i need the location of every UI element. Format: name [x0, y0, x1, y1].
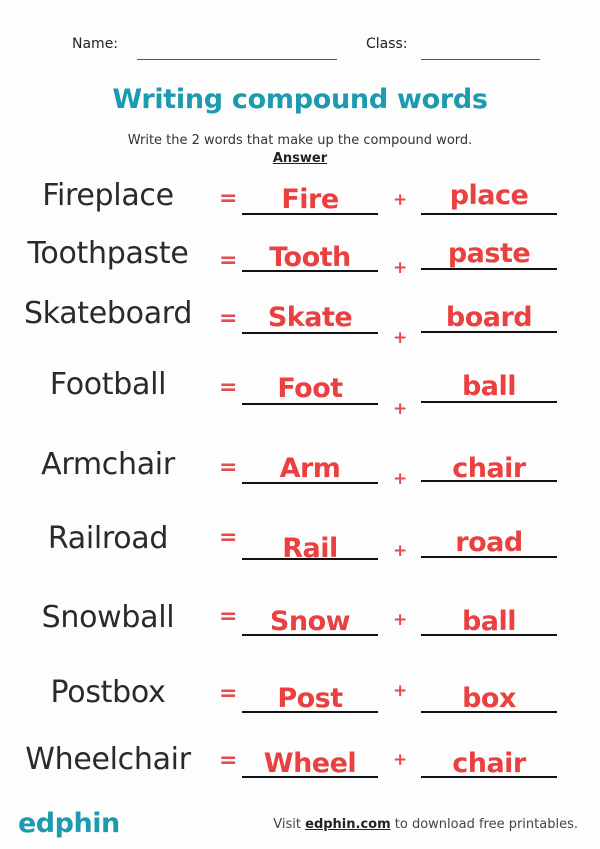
answer-part-2: paste — [447, 238, 531, 269]
answer-part-2: chair — [452, 748, 526, 779]
answer-line-2 — [421, 480, 557, 482]
plus-sign: + — [393, 190, 408, 210]
answer-line-2 — [421, 634, 557, 636]
plus-sign: + — [393, 258, 408, 278]
plus-sign: + — [393, 399, 408, 419]
answer-line-1 — [242, 482, 378, 484]
answer-line-2 — [421, 213, 557, 215]
equals-sign: = — [219, 248, 238, 273]
compound-word: Football — [49, 367, 167, 402]
answer-line-1 — [242, 270, 378, 272]
word-row — [0, 675, 600, 735]
answer-line-2 — [421, 776, 557, 778]
answer-part-2: ball — [461, 371, 517, 402]
answer-part-2: road — [455, 527, 523, 558]
word-row — [0, 447, 600, 507]
plus-sign: + — [393, 541, 408, 561]
word-row — [0, 521, 600, 581]
equals-sign: = — [219, 681, 238, 706]
answer-part-2: ball — [461, 606, 517, 637]
equals-sign: = — [219, 604, 238, 629]
word-row — [0, 367, 600, 427]
answer-part-1: Rail — [282, 533, 338, 564]
name-label: Name: — [72, 36, 119, 52]
word-row — [0, 178, 600, 238]
answer-line-2 — [421, 401, 557, 403]
answer-part-2: place — [449, 180, 529, 211]
answer-part-1: Snow — [269, 606, 351, 637]
page-title: Writing compound words — [112, 84, 488, 115]
plus-sign: + — [393, 610, 408, 630]
compound-word: Skateboard — [23, 296, 193, 331]
answer-part-1: Post — [277, 683, 343, 714]
equals-sign: = — [219, 455, 238, 480]
footer-link[interactable]: edphin.com — [305, 817, 391, 832]
compound-word: Postbox — [50, 675, 166, 710]
answer-line-2 — [421, 268, 557, 270]
equals-sign: = — [219, 186, 238, 211]
class-line — [421, 59, 540, 60]
answer-part-1: Tooth — [269, 242, 351, 273]
word-row — [0, 236, 600, 296]
plus-sign: + — [393, 750, 408, 770]
answer-line-1 — [242, 403, 378, 405]
compound-word: Wheelchair — [25, 742, 191, 777]
footer-prefix: Visit — [273, 817, 306, 832]
compound-word: Railroad — [47, 521, 169, 556]
equals-sign: = — [219, 748, 238, 773]
compound-word: Fireplace — [42, 178, 174, 213]
answer-part-1: Foot — [277, 373, 343, 404]
answer-part-1: Skate — [267, 302, 353, 333]
answer-part-1: Wheel — [263, 748, 357, 779]
edphin-logo: edphin — [18, 808, 120, 839]
equals-sign: = — [219, 525, 238, 550]
answer-line-1 — [242, 711, 378, 713]
answer-part-1: Fire — [281, 184, 339, 215]
footer-suffix: to download free printables. — [390, 817, 578, 832]
answer-label: Answer — [272, 151, 328, 166]
answer-part-2: board — [445, 302, 533, 333]
answer-line-2 — [421, 711, 557, 713]
answer-line-1 — [242, 558, 378, 560]
compound-word: Toothpaste — [27, 236, 189, 271]
answer-part-1: Arm — [279, 453, 341, 484]
answer-line-1 — [242, 776, 378, 778]
equals-sign: = — [219, 306, 238, 331]
word-row — [0, 296, 600, 356]
answer-line-2 — [421, 556, 557, 558]
word-row — [0, 600, 600, 660]
answer-part-2: box — [462, 683, 516, 714]
plus-sign: + — [393, 328, 408, 348]
compound-word: Snowball — [41, 600, 175, 635]
instructions-text: Write the 2 words that make up the compound word. — [127, 133, 473, 148]
word-row — [0, 742, 600, 802]
plus-sign: + — [393, 681, 408, 701]
answer-line-1 — [242, 332, 378, 334]
answer-line-2 — [421, 331, 557, 333]
answer-line-1 — [242, 213, 378, 215]
compound-word: Armchair — [41, 447, 175, 482]
footer-text — [273, 817, 578, 832]
name-line — [137, 59, 337, 60]
equals-sign: = — [219, 375, 238, 400]
answer-line-1 — [242, 634, 378, 636]
class-label: Class: — [366, 36, 408, 52]
answer-part-2: chair — [452, 453, 526, 484]
plus-sign: + — [393, 469, 408, 489]
